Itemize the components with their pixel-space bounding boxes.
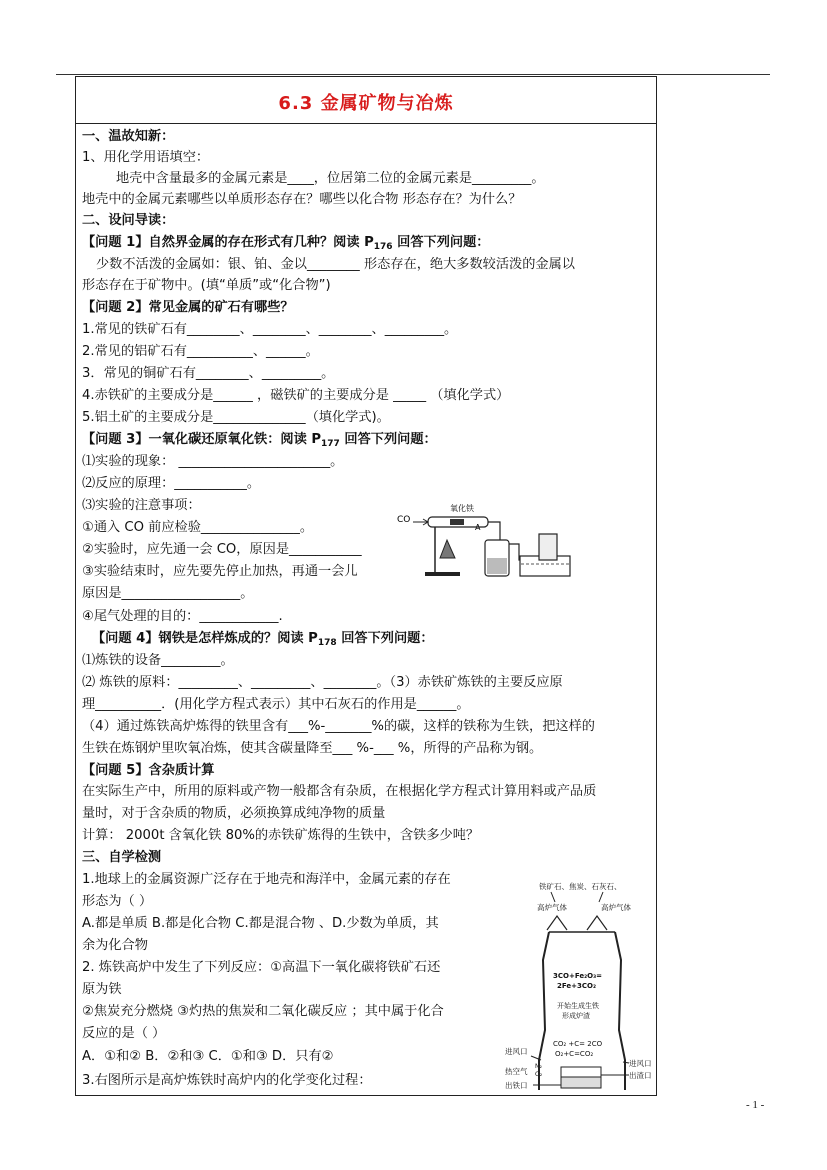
test-line-8: 反应的是（ ） xyxy=(82,1026,166,1041)
pig-iron-layer xyxy=(561,1077,601,1088)
question-1-line-1: 少数不活泼的金属如：银、铂、金以________ 形态存在，绝大多数较活泼的金属以 xyxy=(96,257,575,272)
title-bar xyxy=(76,77,656,124)
furnace-label-hot-air: 热空气 xyxy=(505,1067,528,1076)
blast-furnace-figure xyxy=(503,880,658,1092)
header-rule xyxy=(56,74,770,75)
alcohol-lamp xyxy=(440,540,455,558)
test-line-5: 2. 炼铁高炉中发生了下列反应：①高温下一氧化碳将铁矿石还 xyxy=(82,960,441,975)
question-2-line-2: 2.常见的铝矿石有__________、______。 xyxy=(82,344,319,359)
question-4-line-5: 生铁在炼钢炉里吹氧冶炼，使其含碳量降至___ %-___ %，所得的产品称为钢。 xyxy=(82,741,543,756)
page-title: 6.3 金属矿物与冶炼 xyxy=(278,93,454,114)
question-5-line-3: 计算： 2000t 含氧化铁 80%的赤铁矿炼得的生铁中，含铁多少吨？ xyxy=(82,828,480,843)
furnace-eq-4: O₂+C=CO₂ xyxy=(555,1050,594,1058)
question-4-heading: 【问题 4】钢铁是怎样炼成的？阅读 $P_{178}$ 回答下列问题： xyxy=(92,631,434,648)
question-3-line-2: ⑵反应的原理：___________。 xyxy=(82,476,261,491)
question-3-line-5: ②实验时，应先通一会 CO，原因是___________ xyxy=(82,542,362,557)
question-4-line-4: （4）通过炼铁高炉炼得的铁里含有___%-_______%的碳，这样的铁称为生铁，把这样的 xyxy=(82,719,595,734)
test-line-2: 形态为（ ） xyxy=(82,894,153,909)
furnace-wall xyxy=(539,932,625,1090)
page-number: - 1 - xyxy=(746,1099,765,1111)
slag-layer xyxy=(561,1067,601,1077)
question-2-line-5: 5.铝土矿的主要成分是______________（填化学式)。 xyxy=(82,410,390,425)
question-1-line-2: 形态存在于矿物中。(填“单质”或“化合物”) xyxy=(82,278,331,293)
question-1-heading: 【问题 1】自然界金属的存在形式有几种？阅读 $P_{176}$ 回答下列问题： xyxy=(82,235,490,252)
furnace-eq-2: 2Fe+3CO₂ xyxy=(557,982,597,990)
gas-outlets xyxy=(547,916,607,930)
question-3-line-8: ④尾气处理的目的：____________. xyxy=(82,609,283,624)
furnace-label-n2: N₂ xyxy=(535,1063,542,1070)
furnace-label-slag-outlet: 出渣口 xyxy=(629,1071,652,1080)
figure-label-oxide: 氧化铁 xyxy=(450,504,474,513)
connecting-tube xyxy=(488,522,500,540)
furnace-eq-3: CO₂ +C= 2CO xyxy=(553,1040,603,1048)
question-2-line-1: 1.常见的铁矿石有________、________、________、_________。 xyxy=(82,322,458,337)
section-test-heading: 三、自学检测 xyxy=(82,850,162,865)
question-3-heading: 【问题 3】一氧化碳还原氧化铁：阅读 $P_{177}$ 回答下列问题： xyxy=(82,432,437,449)
test-line-3: A.都是单质 B.都是化合物 C.都是混合物 、D.少数为单质，其 xyxy=(82,916,439,931)
question-3-line-7: 原因是__________________。 xyxy=(82,586,254,601)
section-review-heading: 一、温故知新： xyxy=(82,129,175,144)
question-5-heading: 【问题 5】含杂质计算 xyxy=(82,763,215,778)
test-line-9: A．①和② B．②和③ C．①和③ D．只有② xyxy=(82,1049,334,1064)
question-3-line-3: ⑶实验的注意事项： xyxy=(82,498,201,513)
collection-bottle xyxy=(539,534,557,560)
limewater xyxy=(487,558,507,574)
furnace-label-mid-1: 开始生成生铁 xyxy=(557,1002,599,1010)
question-3-line-6: ③实验结束时，应先要先停止加热，再通一会儿 xyxy=(82,564,358,579)
question-2-line-3: 3．常见的铜矿石有________、_________。 xyxy=(82,366,335,381)
test-line-4: 余为化合物 xyxy=(82,938,148,953)
figure-label-co: CO xyxy=(397,515,411,525)
furnace-label-gas-left: 高炉气体 xyxy=(537,903,567,912)
question-5-line-2: 量时，对于含杂质的物质，必须换算成纯净物的质量 xyxy=(82,806,386,821)
test-line-6: 原为铁 xyxy=(82,982,122,997)
test-line-10: 3.右图所示是高炉炼铁时高炉内的化学变化过程： xyxy=(82,1073,372,1088)
test-line-7: ②焦炭充分燃烧 ③灼热的焦炭和二氧化碳反应 ；其中属于化合 xyxy=(82,1004,444,1019)
test-line-1: 1.地球上的金属资源广泛存在于地壳和海洋中，金属元素的存在 xyxy=(82,872,451,887)
stand-base xyxy=(425,572,460,576)
iron-oxide-sample xyxy=(450,519,464,525)
furnace-label-o2: O₂ xyxy=(535,1071,543,1078)
furnace-label-inlet-left: 进风口 xyxy=(505,1047,528,1056)
review-line-3: 地壳中的金属元素哪些以单质形态存在？哪些以化合物 形态存在？为什么？ xyxy=(82,192,522,207)
question-2-heading: 【问题 2】常见金属的矿石有哪些？ xyxy=(82,300,294,315)
figure-label-a: A xyxy=(475,523,481,532)
furnace-eq-1: 3CO+Fe₂O₃= xyxy=(553,972,603,980)
feed-arrows xyxy=(551,892,603,902)
review-line-2: 地壳中含量最多的金属元素是____，位居第二位的金属元素是_________。 xyxy=(116,171,545,186)
co-reduction-apparatus-figure xyxy=(395,500,575,580)
review-line-1: 1、用化学用语填空： xyxy=(82,150,210,165)
question-3-line-4: ①通入 CO 前应检验_______________。 xyxy=(82,520,314,535)
question-4-line-3: 理__________．(用化学方程式表示）其中石灰石的作用是______。 xyxy=(82,697,470,712)
furnace-label-iron-outlet: 出铁口 xyxy=(505,1081,528,1090)
question-5-line-1: 在实际生产中，所用的原料或产物一般都含有杂质，在根据化学方程式计算用料或产品质 xyxy=(82,784,597,799)
question-4-line-2: ⑵ 炼铁的原料：_________、_________、________。（3）赤铁矿炼铁的主要反应原 xyxy=(82,675,563,690)
question-4-line-1: ⑴炼铁的设备_________。 xyxy=(82,653,234,668)
furnace-label-top: 铁矿石、焦炭、石灰石、 xyxy=(539,882,622,891)
question-3-line-1: ⑴实验的现象： _______________________。 xyxy=(82,454,344,469)
furnace-label-mid-2: 形成炉渣 xyxy=(562,1012,590,1020)
question-2-line-4: 4.赤铁矿的主要成分是______ ，磁铁矿的主要成分是 _____ （填化学式） xyxy=(82,388,510,403)
section-guide-heading: 二、设问导读： xyxy=(82,213,175,228)
furnace-label-gas-right: 高炉气体 xyxy=(601,903,631,912)
furnace-label-inlet-right: 进风口 xyxy=(629,1059,652,1068)
